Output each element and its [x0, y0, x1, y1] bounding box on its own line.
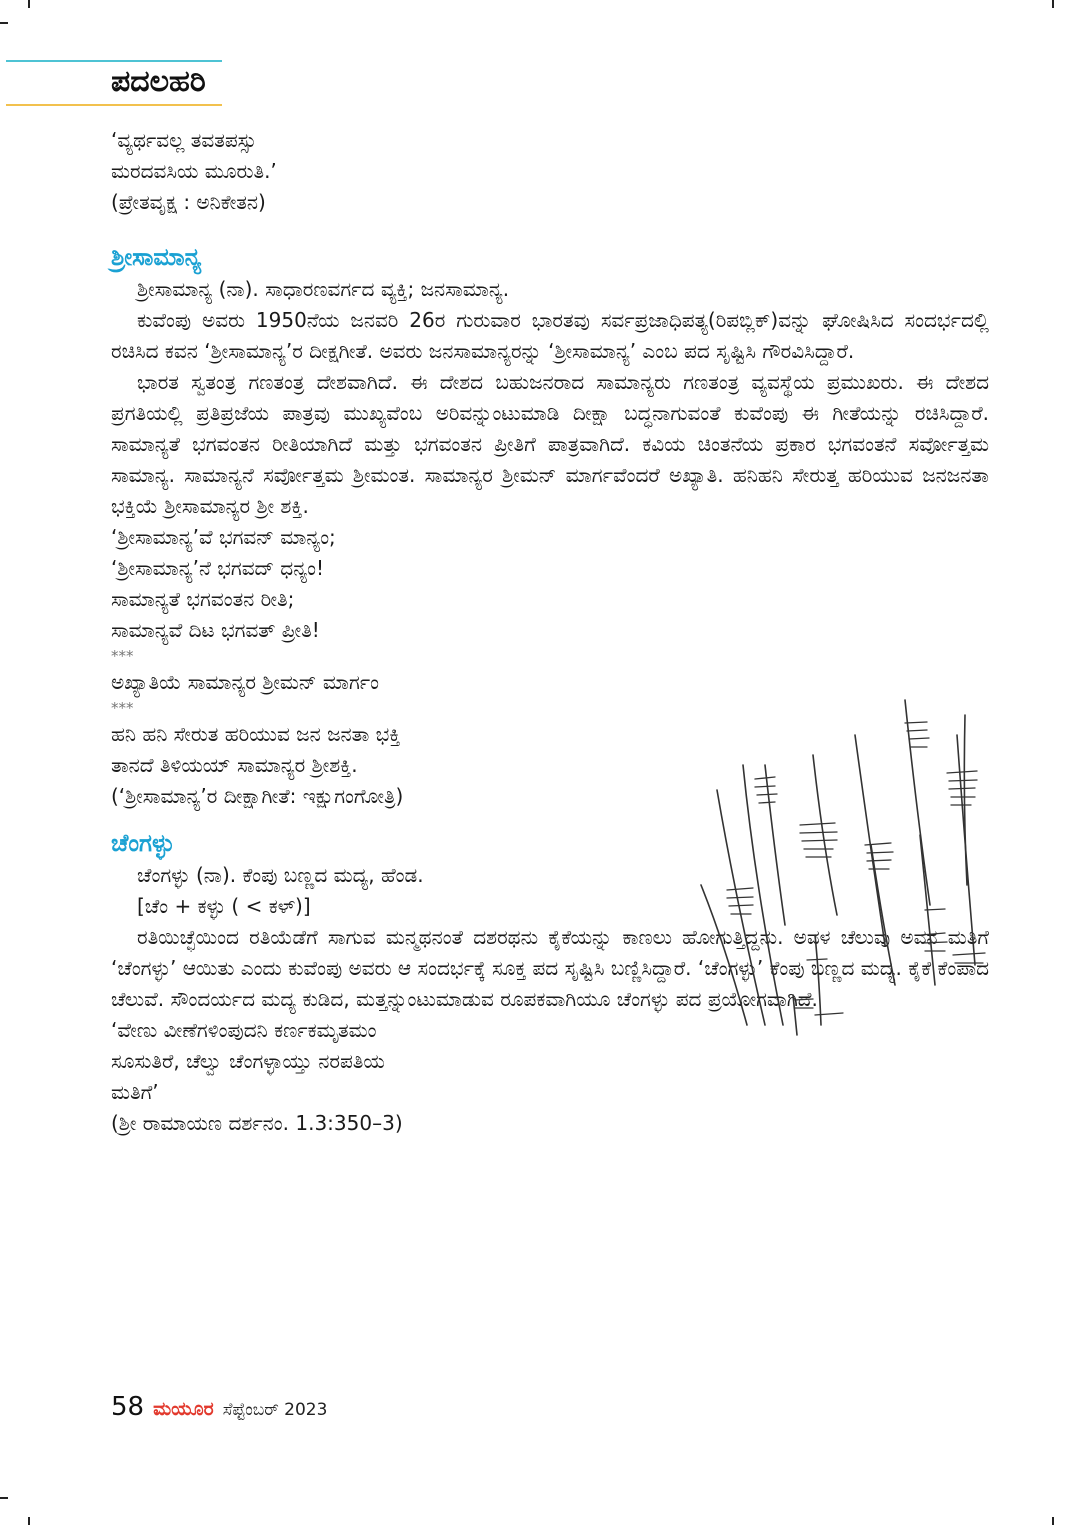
- ink-sketch-illustration: [695, 695, 995, 1040]
- paragraph: ರತಿಯಿಚ್ಛೆಯಿಂದ ರತಿಯೆಡೆಗೆ ಸಾಗುವ ಮನ್ಮಥನಂತೆ ದಶರಥನು ಕೈಕೆಯನ್ನು ಕಾಣಲು ಹೋಗುತ್ತಿದ್ದನು. ಅವಳ ಚೆಲುವು ಅವನ ಮತಿಗೆ ‘ಚೆಂಗಳ್ಳು’ ಆಯಿತು ಎಂದು ಕುವೆಂಪು ಅವರು ಆ ಸಂದರ್ಭಕ್ಕೆ ಸೂಕ್ತ ಪದ ಸೃಷ್ಟಿಸಿ ಬಣ್ಣಿಸಿದ್ದಾರೆ. ‘ಚೆಂಗಳ್ಳು’ ಕೆಂಪು ಬಣ್ಣದ ಮದ್ಯ. ಕೈಕೆ ಕೆಂಪಾದ ಚೆಲುವೆ. ಸೌಂದರ್ಯದ ಮದ್ಯ ಕುಡಿದ, ಮತ್ತನ್ನುಂಟುಮಾಡುವ ರೂಪಕವಾಗಿಯೂ ಚೆಂಗಳ್ಳು ಪದ ಪ್ರಯೋಗವಾಗಿದೆ.: [111, 925, 989, 1011]
- crop-mark: [0, 22, 8, 24]
- stanza-separator: ***: [111, 647, 134, 665]
- page-number: 58: [111, 1392, 145, 1422]
- crop-mark: [0, 1497, 8, 1499]
- etymology: [ಚೆಂ + ಕಳ್ಳು ( < ಕಳ್)]: [137, 894, 311, 918]
- issue-date: ಸೆಪ್ಟೆಂಬರ್ 2023: [222, 1400, 328, 1420]
- magazine-logo: ಮಯೂರ: [153, 1398, 214, 1420]
- poem-stanza: ‘ಶ್ರೀಸಾಮಾನ್ಯ’ವೆ ಭಗವನ್ ಮಾನ್ಯಂ; ‘ಶ್ರೀಸಾಮಾನ್ಯ’ನೆ ಭಗವದ್ ಧನ್ಯಂ! ಸಾಮಾನ್ಯತೆ ಭಗವಂತನ ರೀತಿ; ಸಾಮಾನ್ಯವೆ ದಿಟ ಭಗವತ್ ಪ್ರೀತಿ!: [111, 525, 336, 642]
- definition-chengallu: ಚೆಂಗಳ್ಳು (ನಾ). ಕೆಂಪು ಬಣ್ಣದ ಮದ್ಯ, ಹೆಂಡ.: [137, 863, 424, 887]
- column-title: ಪದಲಹರಿ: [111, 64, 206, 99]
- header-rule-cyan: [6, 60, 222, 62]
- crop-mark: [1052, 0, 1054, 8]
- intro-quote: ‘ವ್ಯರ್ಥವಲ್ಲ ತವತಪಸ್ಸು ಮರದವಸಿಯ ಮೂರುತಿ.’ (ಪ್ರೇತವೃಕ್ಷ : ಅನಿಕೇತನ): [111, 128, 277, 214]
- section-heading-chengallu: ಚೆಂಗಳ್ಳು: [111, 829, 175, 857]
- crop-mark: [1052, 1517, 1054, 1525]
- crop-mark: [28, 1517, 30, 1525]
- poem-stanza: ಹನಿ ಹನಿ ಸೇರುತ ಹರಿಯುವ ಜನ ಜನತಾ ಭಕ್ತಿ ತಾನದೆ ತಿಳಿಯಯ್ ಸಾಮಾನ್ಯರ ಶ್ರೀಶಕ್ತಿ. (‘ಶ್ರೀಸಾಮಾನ್ಯ’ರ ದೀಕ್ಷಾಗೀತೆ: ಇಕ್ಷುಗಂಗೋತ್ರಿ): [111, 722, 404, 808]
- section-heading-shrisamanya: ಶ್ರೀಸಾಮಾನ್ಯ: [111, 243, 202, 271]
- paragraph: ಕುವೆಂಪು ಅವರು 1950ನೆಯ ಜನವರಿ 26ರ ಗುರುವಾರ ಭಾರತವು ಸರ್ವಪ್ರಜಾಧಿಪತ್ಯ(ರಿಪಬ್ಲಿಕ್)ವನ್ನು ಘೋಷಿಸಿದ ಸಂದರ್ಭದಲ್ಲಿ ರಚಿಸಿದ ಕವನ ‘ಶ್ರೀಸಾಮಾನ್ಯ’ರ ದೀಕ್ಷಗೀತೆ. ಅವರು ಜನಸಾಮಾನ್ಯರನ್ನು ‘ಶ್ರೀಸಾಮಾನ್ಯ’ ಎಂಬ ಪದ ಸೃಷ್ಟಿಸಿ ಗೌರವಿಸಿದ್ದಾರೆ.: [111, 308, 989, 363]
- crop-mark: [28, 0, 30, 8]
- header-rule-yellow: [6, 104, 222, 106]
- poem-stanza: ಅಖ್ಯಾತಿಯೆ ಸಾಮಾನ್ಯರ ಶ್ರೀಮನ್ ಮಾರ್ಗಂ: [111, 670, 380, 694]
- paragraph: ಭಾರತ ಸ್ವತಂತ್ರ ಗಣತಂತ್ರ ದೇಶವಾಗಿದೆ. ಈ ದೇಶದ ಬಹುಜನರಾದ ಸಾಮಾನ್ಯರು ಗಣತಂತ್ರ ವ್ಯವಸ್ಥೆಯ ಪ್ರಮುಖರು. ಈ ದೇಶದ ಪ್ರಗತಿಯಲ್ಲಿ ಪ್ರತಿಪ್ರಜೆಯ ಪಾತ್ರವು ಮುಖ್ಯವೆಂಬ ಅರಿವನ್ನುಂಟುಮಾಡಿ ದೀಕ್ಷಾ ಬದ್ಧನಾಗುವಂತೆ ಕುವೆಂಪು ಈ ಗೀತೆಯನ್ನು ರಚಿಸಿದ್ದಾರೆ. ಸಾಮಾನ್ಯತೆ ಭಗವಂತನ ರೀತಿಯಾಗಿದೆ ಮತ್ತು ಭಗವಂತನ ಪ್ರೀತಿಗೆ ಪಾತ್ರವಾಗಿದೆ. ಕವಿಯ ಚಿಂತನೆಯ ಪ್ರಕಾರ ಭಗವಂತನೆ ಸರ್ವೋತ್ತಮ ಸಾಮಾನ್ಯ. ಸಾಮಾನ್ಯನೆ ಸರ್ವೋತ್ತಮ ಶ್ರೀಮಂತ. ಸಾಮಾನ್ಯರ ಶ್ರೀಮನ್ ಮಾರ್ಗವೆಂದರೆ ಅಖ್ಯಾತಿ. ಹನಿಹನಿ ಸೇರುತ್ತ ಹರಿಯುವ ಜನಜನತಾ ಭಕ್ತಿಯೆ ಶ್ರೀಸಾಮಾನ್ಯರ ಶ್ರೀ ಶಕ್ತಿ.: [111, 370, 989, 518]
- page-footer: [111, 1392, 327, 1422]
- definition-shrisamanya: ಶ್ರೀಸಾಮಾನ್ಯ (ನಾ). ಸಾಧಾರಣವರ್ಗದ ವ್ಯಕ್ತಿ; ಜನಸಾಮಾನ್ಯ.: [137, 277, 510, 301]
- stanza-separator: ***: [111, 699, 134, 717]
- poem-stanza: ‘ವೇಣು ವೀಣೆಗಳಿಂಪುದನಿ ಕರ್ಣಕಮೃತಮಂ ಸೂಸುತಿರೆ, ಚೆಲ್ವು ಚೆಂಗಳ್ಳಾಯ್ತು ನರಪತಿಯ ಮತಿಗೆ’ (ಶ್ರೀ ರಾಮಾಯಣ ದರ್ಶನಂ. 1.3:350–3): [111, 1018, 403, 1135]
